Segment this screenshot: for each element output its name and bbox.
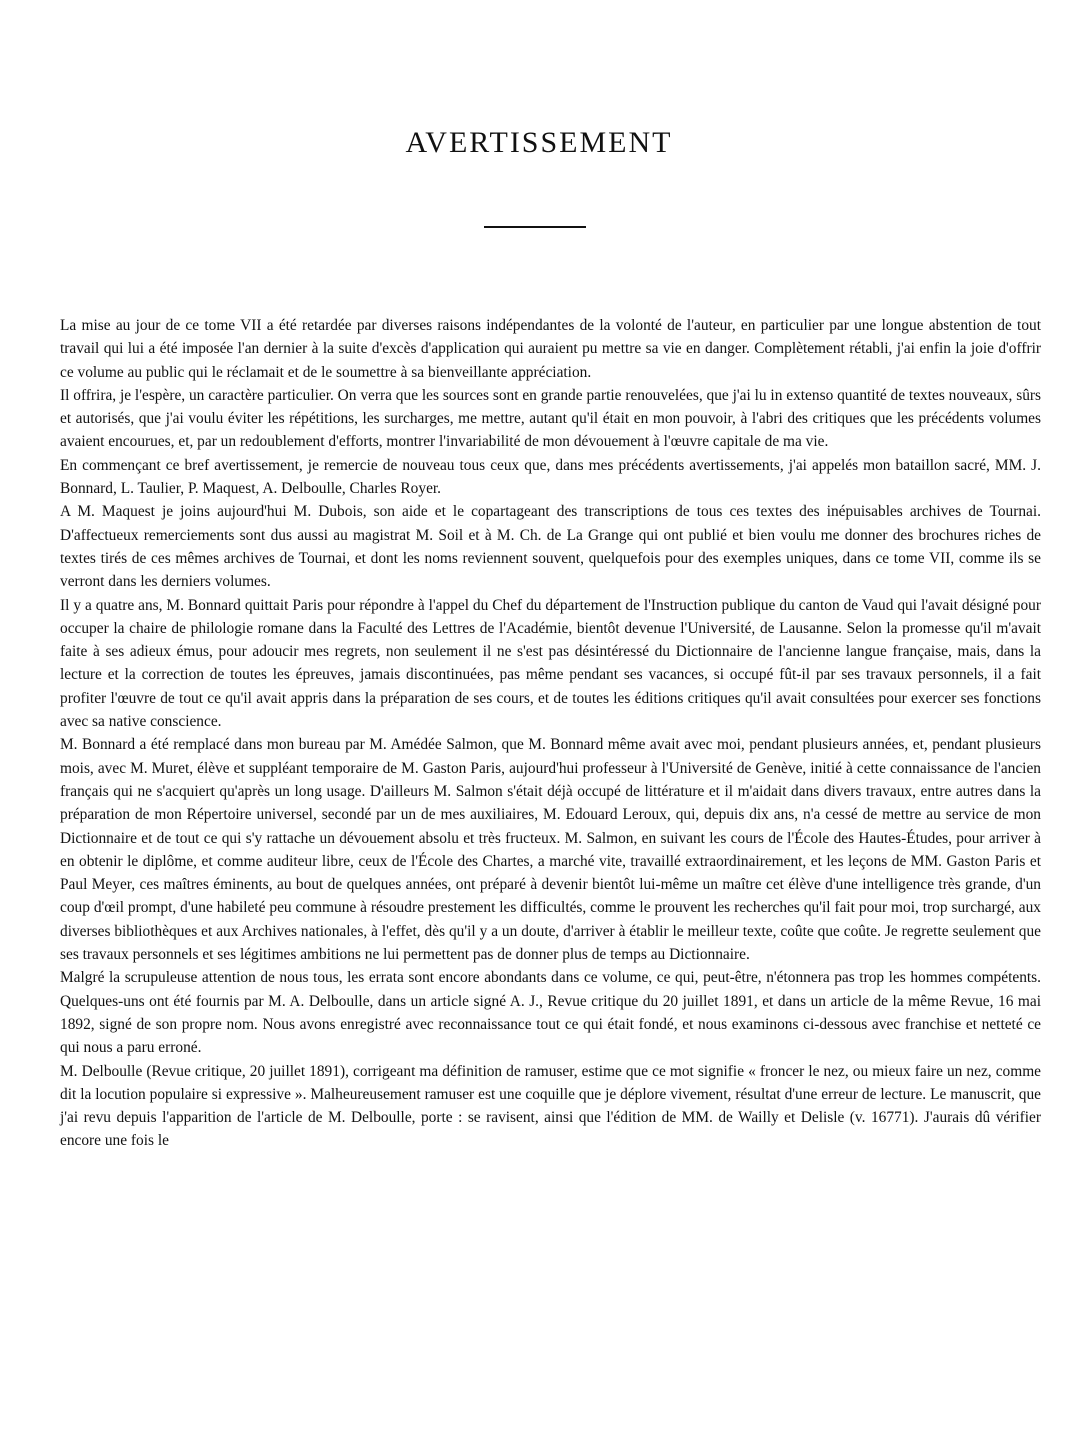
- paragraph: A M. Maquest je joins aujourd'hui M. Dubois, son aide et le copartageant des transcriptions de tous ces textes des inépuisables archives de Tournai. D'affectueux remerciements sont dus aussi au magistrat M. Soil et à M. Ch. de La Grange qui ont publié et bien voulu me donner des brochures riches de textes tirés de ces mêmes archives de Tournai, et dont les noms reviennent souvent, quelquefois pour des exemples uniques, dans ce tome VII, comme ils se verront dans les derniers volumes.: [60, 503, 1041, 591]
- title-divider: [484, 226, 586, 228]
- body-text: [60, 314, 1041, 1153]
- paragraph: Il y a quatre ans, M. Bonnard quittait Paris pour répondre à l'appel du Chef du département de l'Instruction publique du canton de Vaud qui l'avait désigné pour occuper la chaire de philologie romane dans la Faculté des Lettres de l'Académie, bientôt devenue l'Université, de Lausanne. Selon la promesse qu'il m'avait faite à ses adieux émus, pour adoucir mes regrets, non seulement il ne s'est pas désintéressé du Dictionnaire de l'ancienne langue française, mais, dans la lecture et la correction de toutes les épreuves, jamais discontinuées, pas même pendant ses vacances, si occupé fût-il par ses travaux personnels, il a fait profiter l'œuvre de tout ce qu'il avait appris dans la préparation de ses cours, et de toutes les éditions critiques qu'il avait consultées pour exercer ses fonctions avec sa native conscience.: [60, 596, 1041, 731]
- paragraph: Il offrira, je l'espère, un caractère particulier. On verra que les sources sont en grande partie renouvelées, que j'ai lu in extenso quantité de textes nouveaux, sûrs et autorisés, que j'ai voulu éviter les répétitions, les surcharges, me mettre, autant qu'il était en mon pouvoir, à l'abri des critiques que les précédents volumes avaient encourues, et, par un redoublement d'efforts, montrer l'invariabilité de mon dévouement à l'œuvre capitale de ma vie.: [60, 386, 1041, 451]
- paragraph: Malgré la scrupuleuse attention de nous tous, les errata sont encore abondants dans ce volume, ce qui, peut-être, n'étonnera pas trop les hommes compétents. Quelques-uns ont été fournis par M. A. Delboulle, dans un article signé A. J., Revue critique du 20 juillet 1891, et dans un article de la même Revue, 16 mai 1892, signé de son propre nom. Nous avons enregistré avec reconnaissance tout ce qui était fondé, et nous examinons ci-dessous avec franchise et netteté ce qui nous a paru erroné.: [60, 969, 1041, 1057]
- paragraph: M. Bonnard a été remplacé dans mon bureau par M. Amédée Salmon, que M. Bonnard même avait avec moi, pendant plusieurs années, et, pendant plusieurs mois, avec M. Muret, élève et suppléant temporaire de M. Gaston Paris, aujourd'hui professeur à l'Université de Genève, initié à cette connaissance de l'ancien français qui ne s'acquiert qu'après un long usage. D'ailleurs M. Salmon s'était déjà occupé de littérature et il m'aidait dans divers travaux, entre autres dans la préparation de mon Répertoire universel, secondé par un de mes auxiliaires, M. Edouard Leroux, qui, depuis dix ans, n'a cessé de mettre au service de mon Dictionnaire et de tout ce qui s'y rattache un dévouement absolu et très fructeux. M. Salmon, en suivant les cours de l'École des Hautes-Études, pour arriver à en obtenir le diplôme, et comme auditeur libre, ceux de l'École des Chartes, a marché vite, travaillé extraordinairement, et les leçons de MM. Gaston Paris et Paul Meyer, ces maîtres éminents, au bout de quelques années, ont préparé à devenir bientôt lui-même un maître cet élève d'une intelligence très grande, d'un coup d'œil prompt, d'une habileté peu commune à résoudre prestement les difficultés, comme le prouvent les recherches qu'il fait pour moi, trop surchargé, aux diverses bibliothèques et aux Archives nationales, à l'effet, dès qu'il y a un doute, d'arriver à établir le meilleur texte, coûte que coûte. Je regrette seulement que ses travaux personnels et ses légitimes ambitions ne lui permettent pas de donner plus de temps au Dictionnaire.: [60, 736, 1041, 964]
- paragraph: La mise au jour de ce tome VII a été retardée par diverses raisons indépendantes de la volonté de l'auteur, en particulier par une longue abstention de tout travail qui lui a été imposée l'an dernier à la suite d'excès d'application qui auraient pu mettre sa vie en danger. Complètement rétabli, j'ai enfin la joie d'offrir ce volume au public qui le réclamait et de le soumettre à sa bienveillante appréciation.: [60, 317, 1041, 381]
- paragraph: En commençant ce bref avertissement, je remercie de nouveau tous ceux que, dans mes précédents avertissements, j'ai appelés mon bataillon sacré, MM. J. Bonnard, L. Taulier, P. Maquest, A. Delboulle, Charles Royer.: [60, 456, 1041, 498]
- page-title: AVERTISSEMENT: [405, 126, 673, 159]
- paragraph: M. Delboulle (Revue critique, 20 juillet 1891), corrigeant ma définition de ramuser, estime que ce mot signifie « froncer le nez, ou mieux faire un nez, comme dit la locution populaire si expressive ». Malheureusement ramuser est une coquille que je déplore vivement, résultat d'une erreur de lecture. Le manuscrit, que j'ai revu depuis l'apparition de l'article de M. Delboulle, porte : se ravisent, ainsi que l'édition de MM. de Wailly et Delisle (v. 16771). J'aurais dû vérifier encore une fois le: [60, 1062, 1041, 1150]
